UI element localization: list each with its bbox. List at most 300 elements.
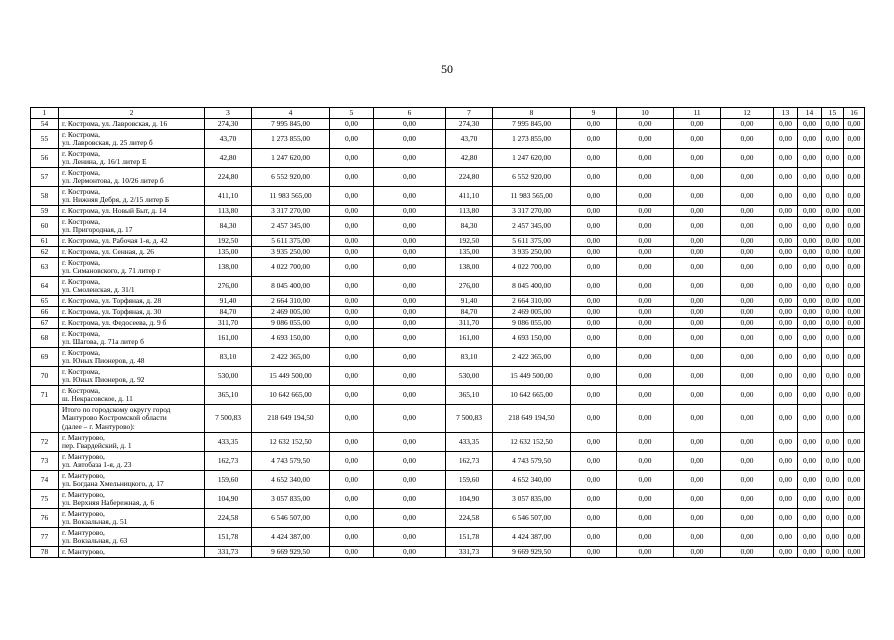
value-cell-5: 0,00	[330, 236, 374, 247]
value-cell-15: 0,00	[822, 130, 844, 149]
value-cell-14: 0,00	[798, 348, 822, 367]
value-cell-11: 0,00	[674, 217, 721, 236]
value-cell-12: 0,00	[721, 277, 774, 296]
column-header-7: 7	[446, 108, 493, 119]
cost-cell: 2 664 310,00	[252, 296, 330, 307]
cost-cell-8: 4 652 340,00	[493, 471, 571, 490]
value-cell-10: 0,00	[617, 217, 674, 236]
address-cell	[59, 307, 205, 318]
value-cell-12: 0,00	[721, 318, 774, 329]
area-cell: 159,60	[205, 471, 252, 490]
cost-cell-8: 3 935 250,00	[493, 247, 571, 258]
address-line: г. Кострома,	[62, 385, 100, 395]
value-cell-6: 0,00	[374, 119, 446, 130]
area-cell: 151,78	[205, 528, 252, 547]
value-cell-12: 0,00	[721, 119, 774, 130]
value-cell-11: 0,00	[674, 206, 721, 217]
value-cell-6: 0,00	[374, 149, 446, 168]
address-line: ул. Лермонтова, д. 10/26 литер б	[62, 176, 164, 185]
cost-cell: 9 669 929,50	[252, 547, 330, 558]
row-number-cell: 55	[31, 130, 59, 149]
value-cell-5: 0,00	[330, 329, 374, 348]
value-cell-9: 0,00	[571, 296, 617, 307]
value-cell-14: 0,00	[798, 405, 822, 433]
value-cell-16: 0,00	[844, 206, 865, 217]
value-cell-13: 0,00	[774, 329, 798, 348]
value-cell-5: 0,00	[330, 119, 374, 130]
address-line: г. Кострома, ул. Лавровская, д. 16	[62, 118, 168, 128]
value-cell-5: 0,00	[330, 296, 374, 307]
address-cell	[59, 329, 205, 348]
area-cell: 365,10	[205, 386, 252, 405]
value-cell-6: 0,00	[374, 509, 446, 528]
row-number-cell: 70	[31, 367, 59, 386]
address-line: г. Кострома,	[62, 129, 100, 139]
cost-cell-8: 9 669 929,50	[493, 547, 571, 558]
address-line: ул. Нижняя Дебря, д. 2/15 литер Б	[62, 195, 170, 204]
address-cell	[59, 206, 205, 217]
address-line: ул. Лавровская, д. 25 литер б	[62, 138, 153, 147]
value-cell-14: 0,00	[798, 367, 822, 386]
cost-cell-8: 5 611 375,00	[493, 236, 571, 247]
address-line: ул. Автобаза 1-я, д. 23	[62, 460, 132, 469]
value-cell-5: 0,00	[330, 217, 374, 236]
value-cell-16: 0,00	[844, 247, 865, 258]
cost-cell-8: 1 273 855,00	[493, 130, 571, 149]
address-line: г. Мантурово,	[62, 546, 105, 556]
data-table	[30, 107, 865, 558]
value-cell-16: 0,00	[844, 307, 865, 318]
column-header-14: 14	[798, 108, 822, 119]
address-line: г. Мантурово,	[62, 508, 105, 518]
value-cell-14: 0,00	[798, 187, 822, 206]
cost-cell: 9 086 055,00	[252, 318, 330, 329]
value-cell-5: 0,00	[330, 348, 374, 367]
row-number-cell: 75	[31, 490, 59, 509]
value-cell-9: 0,00	[571, 386, 617, 405]
value-cell-15: 0,00	[822, 258, 844, 277]
cost-cell: 3 057 835,00	[252, 490, 330, 509]
value-cell-10: 0,00	[617, 405, 674, 433]
area-cell-7: 331,73	[446, 547, 493, 558]
value-cell-5: 0,00	[330, 247, 374, 258]
value-cell-15: 0,00	[822, 187, 844, 206]
area-cell-7: 224,58	[446, 509, 493, 528]
value-cell-14: 0,00	[798, 547, 822, 558]
area-cell: 135,00	[205, 247, 252, 258]
value-cell-5: 0,00	[330, 367, 374, 386]
area-cell: 224,80	[205, 168, 252, 187]
area-cell: 224,58	[205, 509, 252, 528]
value-cell-10: 0,00	[617, 490, 674, 509]
value-cell-15: 0,00	[822, 433, 844, 452]
address-line: (далее – г. Мантурово):	[62, 421, 135, 431]
table-row	[31, 348, 865, 367]
area-cell: 104,90	[205, 490, 252, 509]
row-number-cell: 59	[31, 206, 59, 217]
value-cell-14: 0,00	[798, 247, 822, 258]
row-number-cell: 77	[31, 528, 59, 547]
value-cell-14: 0,00	[798, 130, 822, 149]
cost-cell-8: 2 469 005,00	[493, 307, 571, 318]
value-cell-6: 0,00	[374, 405, 446, 433]
row-number-cell: 78	[31, 547, 59, 558]
value-cell-12: 0,00	[721, 386, 774, 405]
value-cell-13: 0,00	[774, 452, 798, 471]
value-cell-5: 0,00	[330, 452, 374, 471]
address-line: Мантурово Костромской области	[62, 413, 167, 423]
value-cell-5: 0,00	[330, 318, 374, 329]
value-cell-14: 0,00	[798, 329, 822, 348]
cost-cell: 1 273 855,00	[252, 130, 330, 149]
value-cell-13: 0,00	[774, 367, 798, 386]
value-cell-9: 0,00	[571, 509, 617, 528]
value-cell-9: 0,00	[571, 471, 617, 490]
column-header-13: 13	[774, 108, 798, 119]
table-row	[31, 206, 865, 217]
value-cell-9: 0,00	[571, 236, 617, 247]
row-number-cell: 54	[31, 119, 59, 130]
value-cell-9: 0,00	[571, 187, 617, 206]
area-cell-7: 42,80	[446, 149, 493, 168]
value-cell-5: 0,00	[330, 307, 374, 318]
table-row	[31, 452, 865, 471]
value-cell-15: 0,00	[822, 307, 844, 318]
value-cell-10: 0,00	[617, 452, 674, 471]
value-cell-15: 0,00	[822, 528, 844, 547]
value-cell-10: 0,00	[617, 277, 674, 296]
value-cell-6: 0,00	[374, 307, 446, 318]
cost-cell-8: 12 632 152,50	[493, 433, 571, 452]
value-cell-16: 0,00	[844, 490, 865, 509]
value-cell-14: 0,00	[798, 490, 822, 509]
address-cell	[59, 318, 205, 329]
table-header-row	[31, 108, 865, 119]
cost-cell: 218 649 194,50	[252, 405, 330, 433]
area-cell-7: 274,30	[446, 119, 493, 130]
area-cell-7: 311,70	[446, 318, 493, 329]
value-cell-10: 0,00	[617, 236, 674, 247]
value-cell-6: 0,00	[374, 433, 446, 452]
area-cell: 138,00	[205, 258, 252, 277]
address-line: г. Кострома,	[62, 167, 100, 177]
value-cell-5: 0,00	[330, 277, 374, 296]
value-cell-15: 0,00	[822, 405, 844, 433]
value-cell-13: 0,00	[774, 490, 798, 509]
value-cell-13: 0,00	[774, 386, 798, 405]
value-cell-15: 0,00	[822, 509, 844, 528]
column-header-15: 15	[822, 108, 844, 119]
value-cell-9: 0,00	[571, 547, 617, 558]
value-cell-10: 0,00	[617, 168, 674, 187]
value-cell-10: 0,00	[617, 258, 674, 277]
value-cell-15: 0,00	[822, 206, 844, 217]
cost-cell-8: 2 664 310,00	[493, 296, 571, 307]
value-cell-10: 0,00	[617, 318, 674, 329]
cost-cell-8: 218 649 194,50	[493, 405, 571, 433]
row-number-cell: 68	[31, 329, 59, 348]
area-cell: 274,30	[205, 119, 252, 130]
value-cell-11: 0,00	[674, 547, 721, 558]
value-cell-14: 0,00	[798, 168, 822, 187]
address-cell	[59, 547, 205, 558]
value-cell-16: 0,00	[844, 386, 865, 405]
cost-cell: 2 457 345,00	[252, 217, 330, 236]
area-cell-7: 161,00	[446, 329, 493, 348]
row-number-cell: 66	[31, 307, 59, 318]
value-cell-6: 0,00	[374, 277, 446, 296]
value-cell-5: 0,00	[330, 433, 374, 452]
address-line: ул. Пригородная, д. 17	[62, 225, 133, 234]
value-cell-5: 0,00	[330, 187, 374, 206]
value-cell-14: 0,00	[798, 119, 822, 130]
value-cell-14: 0,00	[798, 528, 822, 547]
value-cell-12: 0,00	[721, 367, 774, 386]
address-line: г. Кострома,	[62, 276, 100, 286]
value-cell-13: 0,00	[774, 149, 798, 168]
value-cell-12: 0,00	[721, 490, 774, 509]
address-line: ул. Симановского, д. 71 литер г	[62, 266, 161, 275]
address-cell	[59, 509, 205, 528]
value-cell-10: 0,00	[617, 528, 674, 547]
value-cell-9: 0,00	[571, 329, 617, 348]
cost-cell: 4 022 700,00	[252, 258, 330, 277]
address-cell	[59, 217, 205, 236]
table-row	[31, 490, 865, 509]
value-cell-14: 0,00	[798, 149, 822, 168]
address-cell	[59, 348, 205, 367]
address-cell	[59, 528, 205, 547]
value-cell-16: 0,00	[844, 329, 865, 348]
table-row	[31, 471, 865, 490]
value-cell-5: 0,00	[330, 547, 374, 558]
address-line: г. Кострома,	[62, 148, 100, 158]
value-cell-10: 0,00	[617, 119, 674, 130]
value-cell-13: 0,00	[774, 206, 798, 217]
value-cell-9: 0,00	[571, 367, 617, 386]
value-cell-11: 0,00	[674, 471, 721, 490]
cost-cell-8: 4 022 700,00	[493, 258, 571, 277]
address-cell	[59, 149, 205, 168]
value-cell-13: 0,00	[774, 509, 798, 528]
address-cell	[59, 119, 205, 130]
value-cell-11: 0,00	[674, 367, 721, 386]
value-cell-11: 0,00	[674, 149, 721, 168]
value-cell-6: 0,00	[374, 206, 446, 217]
value-cell-12: 0,00	[721, 405, 774, 433]
value-cell-12: 0,00	[721, 258, 774, 277]
value-cell-6: 0,00	[374, 452, 446, 471]
column-header-12: 12	[721, 108, 774, 119]
cost-cell: 2 422 365,00	[252, 348, 330, 367]
column-header-6: 6	[374, 108, 446, 119]
address-cell	[59, 187, 205, 206]
area-cell-7: 104,90	[446, 490, 493, 509]
value-cell-10: 0,00	[617, 386, 674, 405]
value-cell-13: 0,00	[774, 168, 798, 187]
value-cell-9: 0,00	[571, 168, 617, 187]
address-cell	[59, 367, 205, 386]
area-cell-7: 135,00	[446, 247, 493, 258]
value-cell-14: 0,00	[798, 452, 822, 471]
cost-cell-8: 6 546 507,00	[493, 509, 571, 528]
area-cell-7: 192,50	[446, 236, 493, 247]
column-header-16: 16	[844, 108, 865, 119]
value-cell-12: 0,00	[721, 509, 774, 528]
value-cell-6: 0,00	[374, 296, 446, 307]
value-cell-5: 0,00	[330, 386, 374, 405]
cost-cell: 1 247 620,00	[252, 149, 330, 168]
area-cell-7: 7 500,83	[446, 405, 493, 433]
column-header-2: 2	[59, 108, 205, 119]
value-cell-13: 0,00	[774, 119, 798, 130]
value-cell-16: 0,00	[844, 471, 865, 490]
value-cell-11: 0,00	[674, 236, 721, 247]
value-cell-15: 0,00	[822, 149, 844, 168]
column-header-3: 3	[205, 108, 252, 119]
area-cell: 192,50	[205, 236, 252, 247]
value-cell-12: 0,00	[721, 149, 774, 168]
value-cell-5: 0,00	[330, 405, 374, 433]
table-row	[31, 367, 865, 386]
value-cell-14: 0,00	[798, 318, 822, 329]
value-cell-13: 0,00	[774, 307, 798, 318]
value-cell-15: 0,00	[822, 329, 844, 348]
area-cell-7: 411,10	[446, 187, 493, 206]
value-cell-15: 0,00	[822, 452, 844, 471]
cost-cell-8: 2 457 345,00	[493, 217, 571, 236]
value-cell-11: 0,00	[674, 386, 721, 405]
value-cell-12: 0,00	[721, 471, 774, 490]
table-row	[31, 318, 865, 329]
value-cell-6: 0,00	[374, 217, 446, 236]
value-cell-10: 0,00	[617, 307, 674, 318]
address-line: ул. Юных Пионеров, д. 48	[62, 356, 145, 365]
row-number-cell: 65	[31, 296, 59, 307]
cost-cell: 4 693 150,00	[252, 329, 330, 348]
value-cell-5: 0,00	[330, 528, 374, 547]
value-cell-16: 0,00	[844, 405, 865, 433]
value-cell-16: 0,00	[844, 236, 865, 247]
value-cell-16: 0,00	[844, 217, 865, 236]
cost-cell-8: 6 552 920,00	[493, 168, 571, 187]
value-cell-12: 0,00	[721, 348, 774, 367]
column-header-4: 4	[252, 108, 330, 119]
address-cell	[59, 247, 205, 258]
value-cell-13: 0,00	[774, 187, 798, 206]
value-cell-6: 0,00	[374, 187, 446, 206]
value-cell-5: 0,00	[330, 130, 374, 149]
value-cell-15: 0,00	[822, 367, 844, 386]
row-number-cell: 67	[31, 318, 59, 329]
value-cell-6: 0,00	[374, 348, 446, 367]
area-cell: 84,70	[205, 307, 252, 318]
value-cell-11: 0,00	[674, 348, 721, 367]
value-cell-16: 0,00	[844, 119, 865, 130]
value-cell-10: 0,00	[617, 348, 674, 367]
row-number-cell: 61	[31, 236, 59, 247]
value-cell-12: 0,00	[721, 452, 774, 471]
cost-cell: 4 424 387,00	[252, 528, 330, 547]
value-cell-12: 0,00	[721, 307, 774, 318]
area-cell: 83,10	[205, 348, 252, 367]
value-cell-14: 0,00	[798, 386, 822, 405]
address-line: г. Кострома,	[62, 347, 100, 357]
area-cell: 7 500,83	[205, 405, 252, 433]
value-cell-5: 0,00	[330, 258, 374, 277]
value-cell-14: 0,00	[798, 217, 822, 236]
cost-cell-8: 2 422 365,00	[493, 348, 571, 367]
address-cell	[59, 471, 205, 490]
value-cell-9: 0,00	[571, 318, 617, 329]
table-row	[31, 509, 865, 528]
value-cell-15: 0,00	[822, 386, 844, 405]
value-cell-9: 0,00	[571, 217, 617, 236]
value-cell-11: 0,00	[674, 296, 721, 307]
value-cell-16: 0,00	[844, 296, 865, 307]
value-cell-14: 0,00	[798, 433, 822, 452]
value-cell-14: 0,00	[798, 471, 822, 490]
value-cell-10: 0,00	[617, 547, 674, 558]
address-line: ул. Верхняя Набережная, д. 6	[62, 498, 155, 507]
cost-cell: 3 317 270,00	[252, 206, 330, 217]
table-row	[31, 307, 865, 318]
value-cell-11: 0,00	[674, 329, 721, 348]
column-header-11: 11	[674, 108, 721, 119]
address-line: г. Кострома,	[62, 366, 100, 376]
value-cell-12: 0,00	[721, 206, 774, 217]
address-cell	[59, 168, 205, 187]
value-cell-16: 0,00	[844, 130, 865, 149]
value-cell-13: 0,00	[774, 405, 798, 433]
address-line: пер. Гвардейский, д. 1	[62, 441, 132, 450]
cost-cell-8: 7 995 845,00	[493, 119, 571, 130]
area-cell-7: 91,40	[446, 296, 493, 307]
table-row	[31, 277, 865, 296]
value-cell-16: 0,00	[844, 509, 865, 528]
value-cell-12: 0,00	[721, 187, 774, 206]
value-cell-9: 0,00	[571, 119, 617, 130]
value-cell-6: 0,00	[374, 318, 446, 329]
cost-cell: 6 552 920,00	[252, 168, 330, 187]
value-cell-5: 0,00	[330, 490, 374, 509]
address-cell	[59, 236, 205, 247]
row-number-cell: 64	[31, 277, 59, 296]
value-cell-13: 0,00	[774, 528, 798, 547]
value-cell-5: 0,00	[330, 509, 374, 528]
value-cell-11: 0,00	[674, 452, 721, 471]
value-cell-12: 0,00	[721, 236, 774, 247]
area-cell-7: 159,60	[446, 471, 493, 490]
value-cell-16: 0,00	[844, 258, 865, 277]
value-cell-9: 0,00	[571, 348, 617, 367]
value-cell-16: 0,00	[844, 348, 865, 367]
table-row	[31, 168, 865, 187]
value-cell-14: 0,00	[798, 296, 822, 307]
value-cell-12: 0,00	[721, 329, 774, 348]
area-cell-7: 162,73	[446, 452, 493, 471]
value-cell-9: 0,00	[571, 149, 617, 168]
value-cell-6: 0,00	[374, 367, 446, 386]
cost-cell: 2 469 005,00	[252, 307, 330, 318]
value-cell-9: 0,00	[571, 490, 617, 509]
row-number-cell: 71	[31, 386, 59, 405]
value-cell-13: 0,00	[774, 217, 798, 236]
area-cell-7: 151,78	[446, 528, 493, 547]
area-cell: 42,80	[205, 149, 252, 168]
value-cell-13: 0,00	[774, 130, 798, 149]
value-cell-12: 0,00	[721, 433, 774, 452]
